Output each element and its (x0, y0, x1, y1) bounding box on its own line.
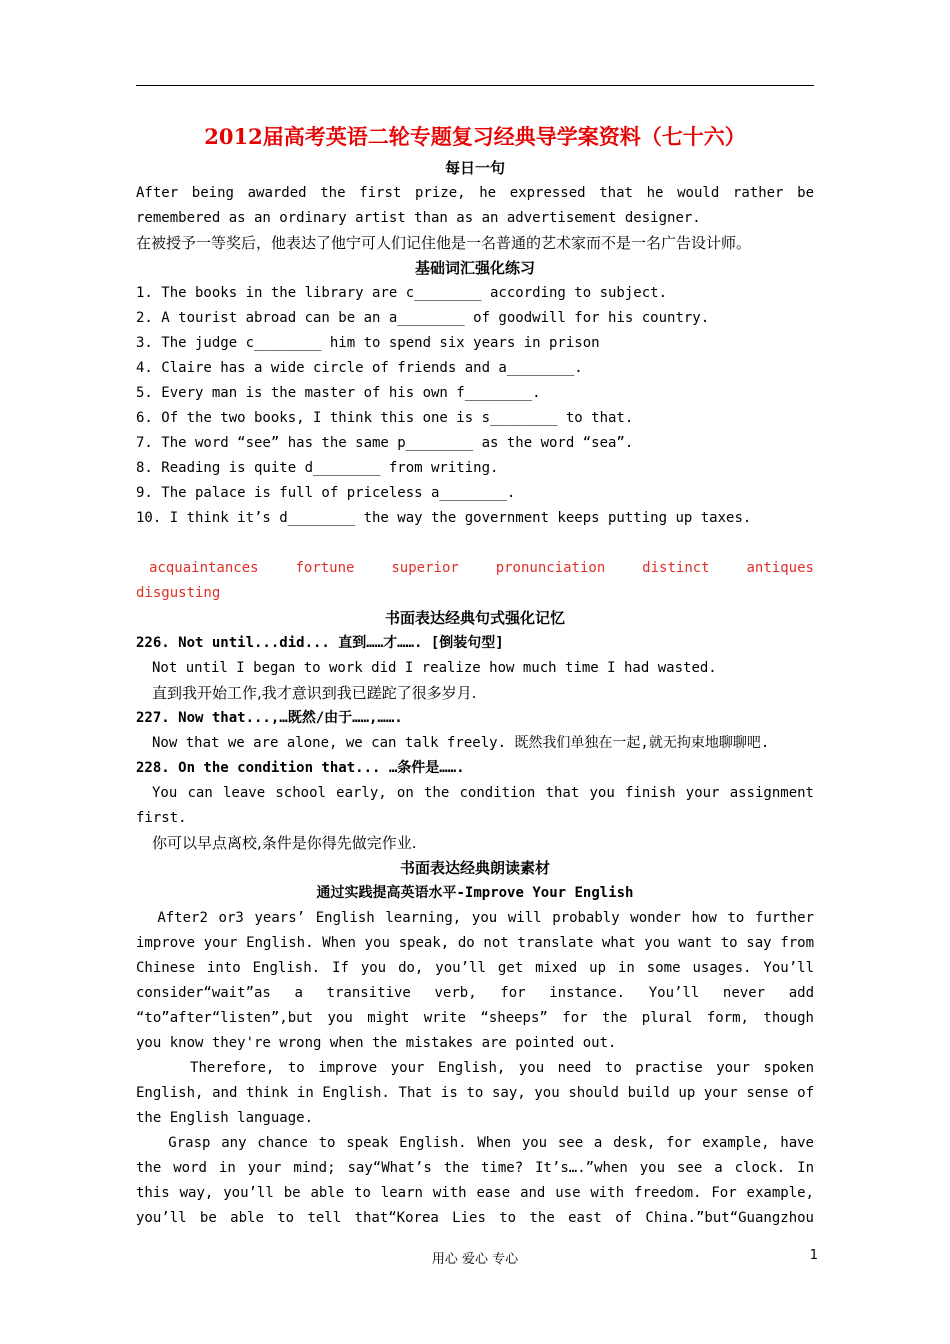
pattern-228-heading: 228. On the condition that... …条件是……. (136, 760, 465, 776)
reading-paragraph-line: the word in your mind; say“What’s the time? It’s….”when you see a clock. In (136, 1160, 814, 1176)
vocab-item: 5. Every man is the master of his own f________. (136, 385, 541, 401)
vocab-item: 2. A tourist abroad can be an a________ of goodwill for his country. (136, 310, 710, 326)
reading-paragraph-line: Therefore, to improve your English, you need to practise your spoken (136, 1060, 814, 1076)
reading-paragraph-line: you know they're wrong when the mistakes are pointed out. (136, 1035, 617, 1051)
reading-paragraph-line: “to”after“listen”,but you might write “sheeps” for the plural form, though (136, 1010, 814, 1026)
pattern-226-example-en: Not until I began to work did I realize how much time I had wasted. (152, 660, 717, 676)
header-rule (136, 85, 814, 86)
pattern-226-example-cn: 直到我开始工作,我才意识到我已蹉跎了很多岁月. (152, 684, 477, 702)
vocab-answer: antiques (746, 560, 814, 576)
daily-sentence-en-line: After being awarded the first prize, he expressed that he would rather be (136, 185, 814, 201)
vocab-heading: 基础词汇强化练习 (414, 259, 535, 277)
vocab-item: 10. I think it’s d________ the way the government keeps putting up taxes. (136, 510, 752, 526)
reading-heading: 书面表达经典朗读素材 (399, 859, 550, 877)
pattern-228-example-en: You can leave school early, on the condition that you finish your assignment (152, 785, 814, 801)
pattern-228-example-cn: 你可以早点离校,条件是你得先做完作业. (152, 834, 417, 852)
daily-sentence-en-line: remembered as an ordinary artist than as an advertisement designer. (136, 210, 701, 226)
reading-paragraph-line: this way, you’ll be able to learn with ease and use with freedom. For example, (136, 1185, 814, 1201)
vocab-answers-line (136, 556, 814, 581)
vocab-item: 4. Claire has a wide circle of friends and a________. (136, 360, 583, 376)
reading-paragraph-line: you’ll be able to tell that“Korea Lies to the east of China.”but“Guangzhou (136, 1210, 814, 1226)
pattern-227-example: Now that we are alone, we can talk freely. 既然我们单独在一起,就无拘束地聊聊吧. (152, 735, 770, 751)
vocab-answer: disgusting (136, 585, 221, 601)
vocab-item: 8. Reading is quite d________ from writing. (136, 460, 499, 476)
page-footer (0, 1248, 950, 1268)
daily-sentence-heading: 每日一句 (444, 159, 505, 177)
reading-paragraph-line: English, and think in English. That is to say, you should build up your sense of (136, 1085, 814, 1101)
document-body (136, 118, 814, 1231)
reading-paragraph-line: the English language. (136, 1110, 314, 1126)
pattern-227-heading: 227. Now that...,…既然/由于……,……. (136, 710, 403, 726)
pattern-228-example-en: first. (136, 810, 187, 826)
page-number: 1 (809, 1248, 818, 1263)
reading-paragraph-line: consider“wait”as a transitive verb, for instance. You’ll never add (136, 985, 814, 1001)
reading-paragraph-line: improve your English. When you speak, do not translate what you want to say from (136, 935, 814, 951)
vocab-item: 9. The palace is full of priceless a________. (136, 485, 516, 501)
vocab-item: 7. The word “see” has the same p________ as the word “sea”. (136, 435, 634, 451)
reading-paragraph-line: Chinese into English. If you do, you’ll get mixed up in some usages. You’ll (136, 960, 814, 976)
pattern-226-heading: 226. Not until...did... 直到……才……. [倒装句型] (136, 635, 504, 651)
vocab-item: 6. Of the two books, I think this one is s________ to that. (136, 410, 634, 426)
vocab-answer: distinct (642, 560, 710, 576)
vocab-answer: pronunciation (495, 560, 606, 576)
vocab-answer: fortune (295, 560, 355, 576)
vocab-item: 3. The judge c________ him to spend six years in prison (136, 335, 600, 351)
document-title: 2012届高考英语二轮专题复习经典导学案资料（七十六） (204, 124, 746, 149)
footer-motto: 用心 爱心 专心 (431, 1252, 519, 1267)
reading-paragraph-line: Grasp any chance to speak English. When you see a desk, for example, have (136, 1135, 814, 1151)
vocab-answers-line (136, 531, 814, 556)
reading-paragraph-line: After2 or3 years’ English learning, you will probably wonder how to further (136, 910, 814, 926)
daily-sentence-cn: 在被授予一等奖后，他表达了他宁可人们记住他是一名普通的艺术家而不是一名广告设计师。 (136, 234, 752, 252)
sentence-patterns-heading: 书面表达经典句式强化记忆 (384, 609, 565, 627)
vocab-answer: acquaintances (149, 560, 259, 576)
vocab-item: 1. The books in the library are c________ according to subject. (136, 285, 668, 301)
reading-title: 通过实践提高英语水平-Improve Your English (316, 885, 634, 901)
vocab-answer: superior (391, 560, 459, 576)
